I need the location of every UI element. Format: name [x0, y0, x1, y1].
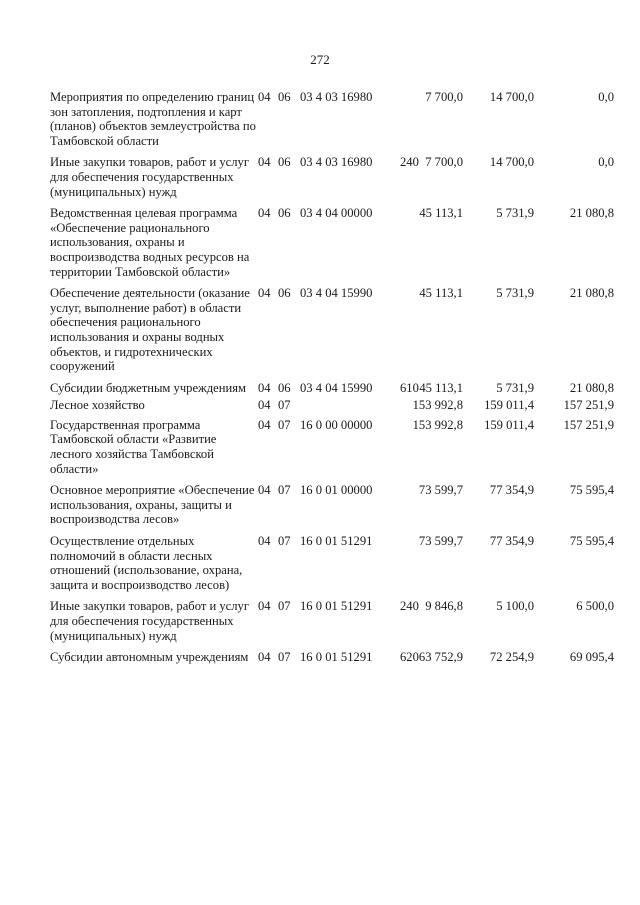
section-code: 04 [258, 90, 271, 104]
amount-year-1: 63 752,9 [418, 650, 463, 665]
expense-type-code: 240 [400, 599, 419, 614]
amount-year-3: 6 500,0 [576, 599, 614, 614]
table-row [50, 599, 618, 643]
amount-year-2: 72 254,9 [489, 650, 534, 665]
subsection-code: 07 [278, 417, 291, 432]
amount-year-2: 77 354,9 [489, 534, 534, 549]
section-code: 04 [258, 599, 271, 614]
table-row [50, 155, 618, 199]
row-name: Иные закупки товаров, работ и услуг для обеспечения государственных (муниципальных) нужд [50, 599, 250, 643]
amount-year-3: 21 080,8 [569, 286, 614, 301]
amount-year-1: 7 700,0 [425, 155, 463, 170]
subsection-code: 06 [278, 380, 291, 395]
row-name: Обеспечение деятельности (оказание услуг, выполнение работ) в области обеспечения рационального использования и охраны водных объектов, и гидротехнических сооружений [50, 286, 250, 374]
row-name: Ведомственная целевая программа «Обеспечение рационального использования, охраны и воспроизводства водных ресурсов на территории Тамбовской области» [50, 206, 250, 279]
target-article-code: 16 0 01 51291 [300, 534, 373, 549]
section-code: 04 [258, 417, 271, 432]
budget-table [50, 88, 618, 665]
amount-year-1: 73 599,7 [418, 534, 463, 549]
amount-year-3: 0,0 [598, 90, 614, 104]
row-name: Иные закупки товаров, работ и услуг для обеспечения государственных (муниципальных) нужд [50, 155, 250, 199]
row-name: Мероприятия по определению границ зон затопления, подтопления и карт (планов) объектов землеустройства по Тамбовской области [50, 90, 256, 148]
section-code: 04 [258, 534, 271, 549]
table-row [50, 534, 618, 592]
subsection-code: 07 [278, 398, 291, 413]
amount-year-2: 77 354,9 [489, 483, 534, 498]
amount-year-1: 153 992,8 [412, 417, 463, 432]
amount-year-2: 5 731,9 [496, 206, 534, 221]
target-article-code: 03 4 03 16980 [300, 90, 373, 104]
target-article-code: 16 0 01 51291 [300, 650, 373, 665]
amount-year-3: 157 251,9 [563, 398, 614, 413]
table-row [50, 286, 618, 374]
amount-year-2: 14 700,0 [489, 155, 534, 170]
amount-year-2: 5 731,9 [496, 380, 534, 395]
expense-type-code: 610 [400, 380, 419, 395]
row-name: Основное мероприятие «Обеспечение использования, охраны, защиты и воспроизводства лесов» [50, 483, 255, 527]
subsection-code: 07 [278, 534, 291, 549]
amount-year-1: 73 599,7 [418, 483, 463, 498]
amount-year-3: 69 095,4 [569, 650, 614, 665]
amount-year-1: 45 113,1 [419, 206, 463, 221]
subsection-code: 06 [278, 90, 291, 104]
subsection-code: 07 [278, 483, 291, 498]
target-article-code: 16 0 01 51291 [300, 599, 373, 614]
subsection-code: 06 [278, 206, 291, 221]
section-code: 04 [258, 380, 271, 395]
section-code: 04 [258, 206, 271, 221]
row-name: Государственная программа Тамбовской области «Развитие лесного хозяйства Тамбовской области» [50, 417, 217, 476]
amount-year-2: 159 011,4 [484, 417, 534, 432]
expense-type-code: 620 [400, 650, 419, 665]
row-name: Субсидии бюджетным учреждениям [50, 380, 246, 395]
section-code: 04 [258, 398, 271, 413]
subsection-code: 07 [278, 650, 291, 665]
table-row [50, 90, 618, 148]
amount-year-1: 153 992,8 [412, 398, 463, 413]
target-article-code: 03 4 03 16980 [300, 155, 373, 170]
section-code: 04 [258, 483, 271, 498]
table-row [50, 206, 618, 279]
amount-year-3: 157 251,9 [563, 417, 614, 432]
table-row [50, 398, 618, 413]
amount-year-3: 75 595,4 [569, 534, 614, 549]
amount-year-3: 75 595,4 [569, 483, 614, 498]
target-article-code: 03 4 04 15990 [300, 380, 373, 395]
row-name: Лесное хозяйство [50, 398, 145, 413]
table-row [50, 650, 618, 665]
amount-year-2: 5 100,0 [496, 599, 534, 614]
row-name: Субсидии автономным учреждениям [50, 650, 249, 665]
table-row [50, 483, 618, 527]
section-code: 04 [258, 155, 271, 170]
expense-type-code: 240 [400, 155, 419, 170]
amount-year-2: 159 011,4 [484, 398, 534, 413]
target-article-code: 03 4 04 00000 [300, 206, 373, 221]
amount-year-1: 45 113,1 [419, 380, 463, 395]
amount-year-3: 0,0 [598, 155, 614, 170]
amount-year-3: 21 080,8 [569, 380, 614, 395]
page-number: 272 [310, 52, 330, 67]
section-code: 04 [258, 650, 271, 665]
target-article-code: 16 0 01 00000 [300, 483, 373, 498]
amount-year-1: 45 113,1 [419, 286, 463, 301]
row-name: Осуществление отдельных полномочий в области лесных отношений (использование, охрана, защита и воспроизводство лесов) [50, 534, 243, 592]
target-article-code: 03 4 04 15990 [300, 286, 373, 301]
table-row [50, 381, 618, 396]
subsection-code: 07 [278, 599, 291, 614]
subsection-code: 06 [278, 286, 291, 301]
table-row [50, 418, 618, 476]
amount-year-1: 9 846,8 [425, 599, 463, 614]
amount-year-2: 5 731,9 [496, 286, 534, 301]
section-code: 04 [258, 286, 271, 301]
amount-year-2: 14 700,0 [489, 90, 534, 104]
amount-year-3: 21 080,8 [569, 206, 614, 221]
amount-year-1: 7 700,0 [425, 90, 463, 104]
target-article-code: 16 0 00 00000 [300, 417, 373, 432]
subsection-code: 06 [278, 155, 291, 170]
